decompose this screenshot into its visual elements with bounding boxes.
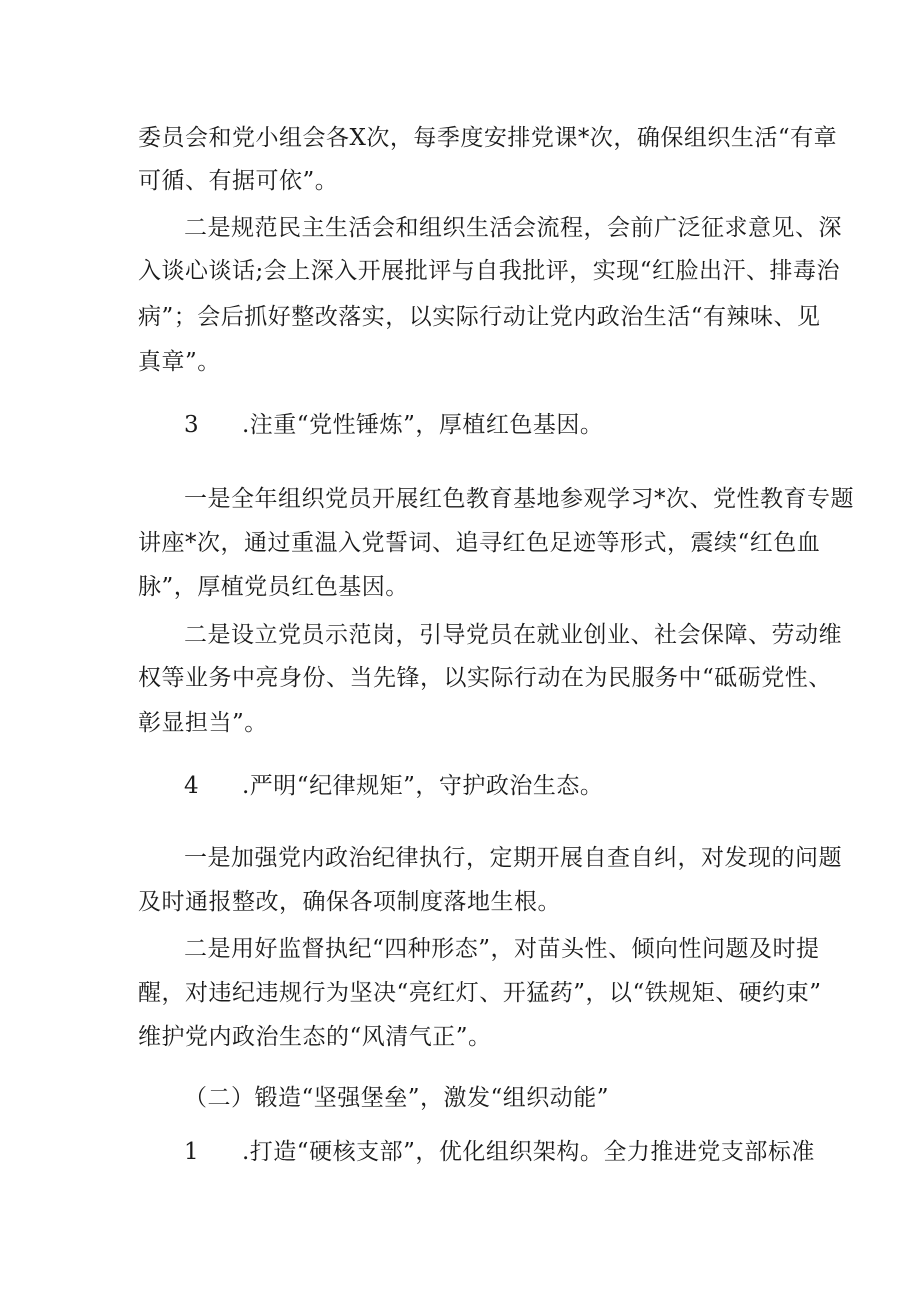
body-line: 讲座*次，通过重温入党誓词、追寻红色足迹等形式，震续“红色血 <box>138 530 821 556</box>
body-line: 入谈心谈话;会上深入开展批评与自我批评，实现“红脸出汗、排毒治 <box>138 258 841 284</box>
heading-number: 3 <box>184 412 200 438</box>
section-heading <box>184 410 603 440</box>
body-line: 二是用好监督执纪“四种形态”，对苗头性、倾向性问题及时提 <box>184 936 820 962</box>
heading-text: .严明“纪律规矩”，守护政治生态。 <box>242 773 604 799</box>
body-line: 及时通报整改，确保各项制度落地生根。 <box>138 889 561 915</box>
body-line: 维护党内政治生态的“风清气正”。 <box>138 1024 492 1050</box>
body-line: 权等业务中亮身份、当先锋，以实际行动在为民服务中“砥砺党性、 <box>138 665 832 691</box>
section-heading <box>184 1137 815 1167</box>
body-line: 二是设立党员示范岗，引导党员在就业创业、社会保障、劳动维 <box>184 622 842 648</box>
heading-number: 1 <box>184 1139 200 1165</box>
heading-text: .打造“硬核支部”，优化组织架构。全力推进党支部标准 <box>242 1139 815 1165</box>
body-line: 脉”，厚植党员红色基因。 <box>138 574 409 600</box>
body-line: 一是全年组织党员开展红色教育基地参观学习*次、党性教育专题 <box>184 486 854 512</box>
subsection-heading: （二）锻造“坚强堡垒”，激发“组织动能” <box>184 1085 610 1111</box>
body-line: 彰显担当”。 <box>138 710 268 736</box>
body-line: 醒，对违纪违规行为坚决“亮红灯、开猛药”，以“铁规矩、硬约束” <box>138 980 822 1006</box>
heading-text: .注重“党性锤炼”，厚植红色基因。 <box>242 412 604 438</box>
body-line: 可循、有据可依”。 <box>138 168 339 194</box>
body-line: 一是加强党内政治纪律执行，定期开展自查自纠，对发现的问题 <box>184 845 842 871</box>
body-line: 二是规范民主生活会和组织生活会流程，会前广泛征求意见、深 <box>184 215 842 241</box>
body-line: 病”；会后抓好整改落实，以实际行动让党内政治生活“有辣味、见 <box>138 304 821 330</box>
section-heading <box>184 771 603 801</box>
body-line: 委员会和党小组会各X次，每季度安排党课*次，确保组织生活“有章 <box>138 125 838 151</box>
body-line: 真章”。 <box>138 349 221 375</box>
heading-number: 4 <box>184 773 200 799</box>
